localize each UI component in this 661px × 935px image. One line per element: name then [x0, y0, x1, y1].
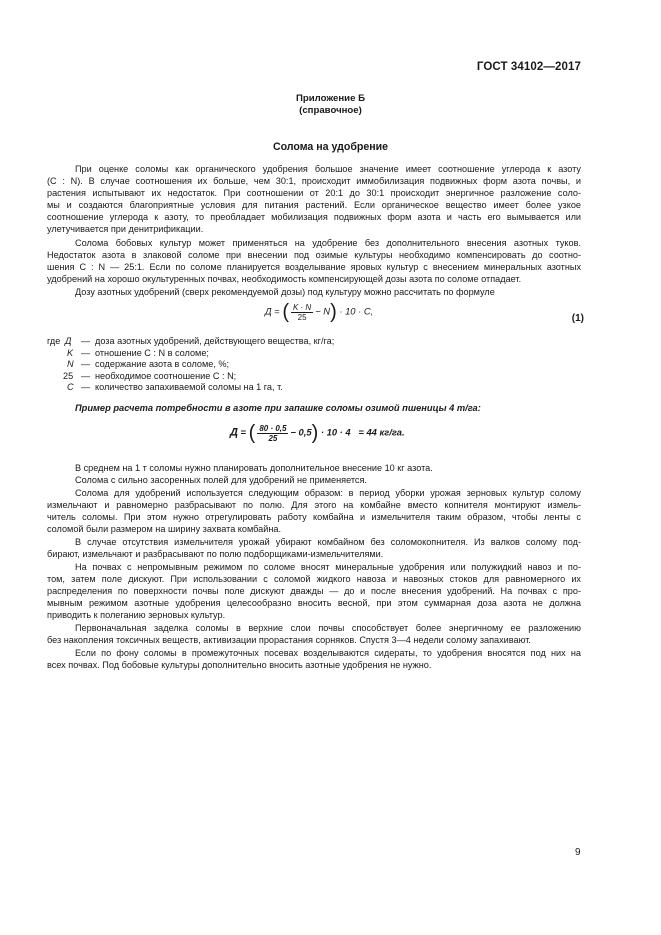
formula-numerator: K · N: [292, 302, 312, 312]
p1-line: (C : N). В случае соотношения их больше, чем 30:1, происходит иммобилизация подвижных форм азота почвы, и: [47, 176, 581, 187]
section-title: Солома на удобрение: [272, 141, 389, 153]
where-symbol: 25: [63, 370, 74, 381]
p2-line: удобрений на хорошо окультуренных почвах, необходимость компенсирующей дозы азота по соломе отпадает.: [47, 274, 522, 285]
appendix-title: Приложение Б: [296, 93, 365, 104]
paragraph-8: [47, 561, 581, 621]
where-row: [47, 371, 581, 383]
where-row: [47, 336, 581, 348]
p1-line: растения испытывают их недостаток. При соотношении от 20:1 до 30:1 происходит энергичное разложение соло-: [47, 188, 581, 199]
formula-1: [265, 302, 373, 322]
where-dash: —: [81, 336, 91, 346]
paragraph-6: [47, 487, 581, 535]
where-desc: необходимое соотношение C : N;: [95, 370, 237, 381]
p10-line: всех почвах. Под бобовые культуры дополнительно вносить азотные удобрения не нужно.: [47, 660, 432, 671]
paragraph-10: [47, 647, 581, 671]
formula-lhs: Д: [265, 305, 272, 317]
paragraph-1: [47, 163, 581, 236]
where-symbol: C: [67, 382, 74, 393]
paragraph-9: [47, 622, 581, 646]
where-row: [47, 359, 581, 371]
where-symbol: N: [67, 359, 74, 370]
example-tail: · 10 · 4 = 44 кг/га.: [320, 426, 405, 438]
example-minus: − 0,5: [290, 426, 312, 438]
example-lhs: Д: [230, 426, 238, 439]
formula-denominator: 25: [297, 312, 307, 322]
formula-number: (1): [571, 313, 584, 324]
p3-line: Дозу азотных удобрений (сверх рекомендуемой дозы) под культуру можно рассчитать по формуле: [75, 287, 495, 297]
where-dash: —: [81, 382, 91, 393]
formula-tail: · 10 · C,: [339, 305, 374, 317]
where-dash: —: [81, 370, 91, 381]
formula-minus: − N: [315, 305, 331, 317]
p1-line: соотношение углерода к азоту, то преобладает мобилизация подвижных форм азота и часть его вымывается или: [47, 212, 581, 223]
p8-line: мывным режимом азотные удобрения целесообразно вносить весной, при этом суммарная доза азота не должна: [47, 598, 581, 609]
p8-line: На почвах с непромывным режимом по соломе вносят минеральные удобрения или полужидкий навоз и по-: [75, 562, 581, 572]
formula-eq: =: [274, 305, 280, 317]
where-desc: содержание азота в соломе, %;: [95, 359, 230, 370]
p8-line: распределения по поверхности почвы поле дискуют дважды — до и после внесения удобрений. На почвах с про-: [47, 586, 581, 597]
example-formula: [230, 423, 405, 443]
p2-line: Недостаток азота в злаковой соломе при внесении под озимые культуры необходимо компенсировать до соотно-: [47, 250, 581, 261]
p1-line: улетучивается при денитрификации.: [47, 224, 204, 235]
where-list: [47, 336, 581, 394]
example-fraction: [257, 424, 288, 443]
p10-line: Если по фону соломы в промежуточных посевах возделываются сидераты, то удобрения вносятся под них на: [75, 648, 581, 658]
where-row: [47, 382, 581, 394]
formula-fraction: [291, 303, 313, 322]
paragraph-3: [47, 286, 581, 298]
appendix-subtitle: (справочное): [299, 105, 362, 116]
formula-close-paren: ): [330, 301, 337, 323]
p5-line: Солома с сильно засоренных полей для удобрений не применяется.: [75, 475, 367, 485]
where-symbol: Д: [65, 336, 72, 346]
example-eq: =: [240, 426, 247, 438]
example-denominator: 25: [268, 433, 278, 443]
p6-line: соломой были размером на ширину захвата комбайна.: [47, 524, 281, 535]
standard-number: ГОСТ 34102—2017: [476, 61, 581, 73]
p6-line: измельчают и равномерно разбрасывают по полю. Для этого на комбайне вместо копнителя монтируют измель-: [47, 500, 581, 511]
page-number: 9: [575, 847, 581, 858]
where-symbol: K: [67, 347, 74, 358]
p8-line: приводить к полеганию зерновых культур.: [47, 610, 226, 621]
formula-open-paren: (: [282, 301, 289, 323]
p4-line: В среднем на 1 т соломы нужно планировать дополнительное внесение 10 кг азота.: [75, 463, 433, 473]
where-desc: доза азотных удобрений, действующего вещества, кг/га;: [95, 336, 335, 346]
p7-line: В случае отсутствия измельчителя урожай убирают комбайном без соломокопнителя. Из валков солому под-: [75, 537, 581, 547]
p2-line: Солома бобовых культур может применяться на удобрение без дополнительного внесения азотных туков.: [75, 238, 581, 248]
p8-line: том, затем поле дискуют. При использовании с соломой жидкого навоза и навозных стоков для равномерного их: [47, 574, 581, 585]
paragraph-5: [47, 474, 581, 486]
example-open-paren: (: [248, 422, 256, 444]
example-heading: Пример расчета потребности в азоте при запашке соломы озимой пшеницы 4 т/га:: [75, 403, 481, 413]
p6-line: читель соломы. При этом нужно отрегулировать работу комбайна и измельчителя таким образом, чтобы ленты с: [47, 512, 581, 523]
where-desc: количество запахиваемой соломы на 1 га, т.: [95, 382, 283, 393]
p6-line: Солома для удобрений используется следующим образом: в период уборки урожая зерновых культур солому: [75, 488, 581, 498]
p9-line: Первоначальная заделка соломы в верхние слои почвы способствует более энергичному ее разложению: [75, 623, 581, 633]
example-numerator: 80 · 0,5: [259, 423, 287, 433]
paragraph-4: [47, 462, 581, 474]
p7-line: бирают, измельчают и разбрасывают по полю подборщиками-измельчителями.: [47, 549, 384, 560]
example-close-paren: ): [311, 422, 319, 444]
p1-line: мы и создаются благоприятные условия для питания растений. Если органическое вещество имеет более узкое: [47, 200, 581, 211]
where-desc: отношение C : N в соломе;: [95, 347, 209, 358]
p2-line: шения C : N — 25:1. Если по соломе планируется возделывание яровых культур с внесением минеральных азотных: [47, 262, 581, 273]
p1-line: При оценке соломы как органического удобрения большое значение имеет соотношение углерода к азоту: [75, 164, 581, 174]
where-label: где: [47, 336, 61, 346]
p9-line: без накопления токсичных веществ, активизации прорастания сорняков. Спустя 3—4 недели солому запахивают.: [47, 635, 531, 646]
paragraph-2: [47, 237, 581, 285]
where-dash: —: [81, 359, 91, 370]
where-row: [47, 348, 581, 360]
paragraph-7: [47, 536, 581, 560]
where-dash: —: [81, 347, 91, 358]
